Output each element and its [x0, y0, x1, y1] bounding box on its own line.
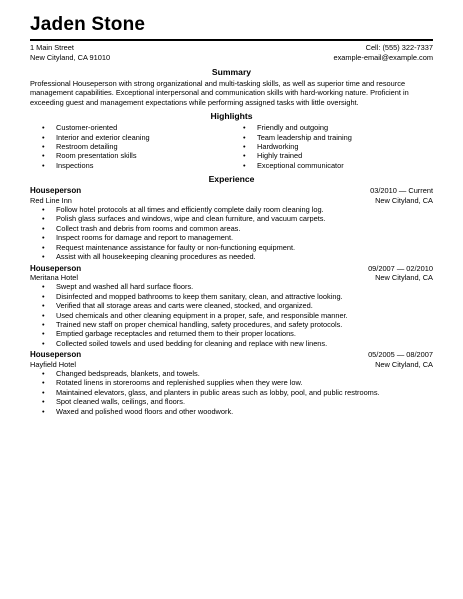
job-company: Hayfield Hotel: [30, 359, 77, 369]
job-dates: 05/2005 — 08/2007: [368, 350, 433, 360]
job-duty: • Polish glass surfaces and windows, wipe and clean furniture, and vacuum carpets.: [30, 214, 433, 223]
job-duty: • Follow hotel protocols at all times and efficiently complete daily room cleaning log.: [30, 205, 433, 214]
job-duty: • Collect trash and debris from rooms and common areas.: [30, 224, 433, 233]
highlight-item: • Exceptional communicator: [231, 161, 432, 170]
job-duties: [30, 205, 433, 261]
highlight-item: • Room presentation skills: [30, 151, 231, 160]
highlights-list: [30, 123, 433, 170]
job-header: [30, 264, 433, 273]
highlight-item: • Interior and exterior cleaning: [30, 133, 231, 142]
highlight-item: • Restroom detailing: [30, 142, 231, 151]
job-title: Houseperson: [30, 186, 82, 196]
job-company: Meritana Hotel: [30, 272, 79, 282]
job-duty: • Emptied garbage receptacles and returned them to their proper locations.: [30, 329, 433, 338]
highlight-item: • Team leadership and training: [231, 133, 432, 142]
job-subheader: [30, 196, 433, 205]
job-location: New Cityland, CA: [375, 359, 433, 369]
job-company: Red Line Inn: [30, 195, 72, 205]
highlights-right-column: [231, 123, 432, 170]
address-line2: New Cityland, CA 91010: [30, 53, 111, 62]
summary-heading: Summary: [211, 67, 252, 77]
job-title: Houseperson: [30, 350, 82, 360]
job-entry: [30, 264, 433, 349]
resume-page: [30, 12, 433, 416]
highlight-item: • Customer-oriented: [30, 123, 231, 132]
phone: Cell: (555) 322-7337: [365, 43, 433, 52]
job-subheader: [30, 360, 433, 369]
job-entry: [30, 186, 433, 261]
job-duty: • Verified that all storage areas and carts were cleaned, stocked, and organized.: [30, 301, 433, 310]
job-duties: [30, 369, 433, 416]
job-duty: • Swept and washed all hard surface floors.: [30, 282, 433, 291]
address-line1: 1 Main Street: [30, 43, 74, 52]
job-duty: • Inspect rooms for damage and report to management.: [30, 233, 433, 242]
contact-row-1: [30, 43, 433, 53]
job-duty: • Maintained elevators, glass, and planters in public areas such as lobby, pool, and public restrooms.: [30, 388, 433, 397]
job-duty: • Used chemicals and other cleaning equipment in a proper, safe, and responsible manner.: [30, 311, 433, 320]
job-title: Houseperson: [30, 263, 82, 273]
highlight-item: • Highly trained: [231, 151, 432, 160]
job-duty: • Rotated linens in storerooms and replenished supplies when they were low.: [30, 378, 433, 387]
job-header: [30, 350, 433, 359]
highlights-heading: Highlights: [210, 111, 253, 122]
job-entry: [30, 350, 433, 416]
highlight-item: • Inspections: [30, 161, 231, 170]
job-duty: • Disinfected and mopped bathrooms to keep them sanitary, clean, and attractive looking.: [30, 292, 433, 301]
job-duty: • Changed bedspreads, blankets, and towels.: [30, 369, 433, 378]
job-location: New Cityland, CA: [375, 195, 433, 205]
job-duties: [30, 282, 433, 348]
job-duty: • Request maintenance assistance for faulty or non-functioning equipment.: [30, 243, 433, 252]
job-duty: • Trained new staff on proper chemical handling, safety procedures, and safety protocols.: [30, 320, 433, 329]
job-header: [30, 186, 433, 195]
job-dates: 03/2010 — Current: [370, 186, 433, 196]
highlights-left-column: [30, 123, 231, 170]
email: example-email@example.com: [333, 53, 433, 62]
candidate-name: Jaden Stone: [30, 14, 146, 35]
contact-row-2: [30, 53, 433, 63]
job-duty: • Waxed and polished wood floors and other woodwork.: [30, 407, 433, 416]
highlight-item: • Friendly and outgoing: [231, 123, 432, 132]
job-duty: • Collected soiled towels and used bedding for cleaning and replace with new linens.: [30, 339, 433, 348]
experience-heading: Experience: [208, 174, 255, 185]
header-divider: [30, 39, 433, 41]
job-dates: 09/2007 — 02/2010: [368, 263, 433, 273]
highlight-item: • Hardworking: [231, 142, 432, 151]
summary-text: Professional Houseperson with strong organizational and multi-tasking skills, as well as superior time and resource management capabilities. Exceptional interpersonal and communication skills with hard-working nature. Proficient in exceeding guest and management expectations while performing assigned tasks with little oversight.: [30, 79, 409, 107]
job-location: New Cityland, CA: [375, 272, 433, 282]
job-duty: • Assist with all housekeeping cleaning procedures as needed.: [30, 252, 433, 261]
job-subheader: [30, 273, 433, 282]
job-duty: • Spot cleaned walls, ceilings, and floors.: [30, 397, 433, 406]
